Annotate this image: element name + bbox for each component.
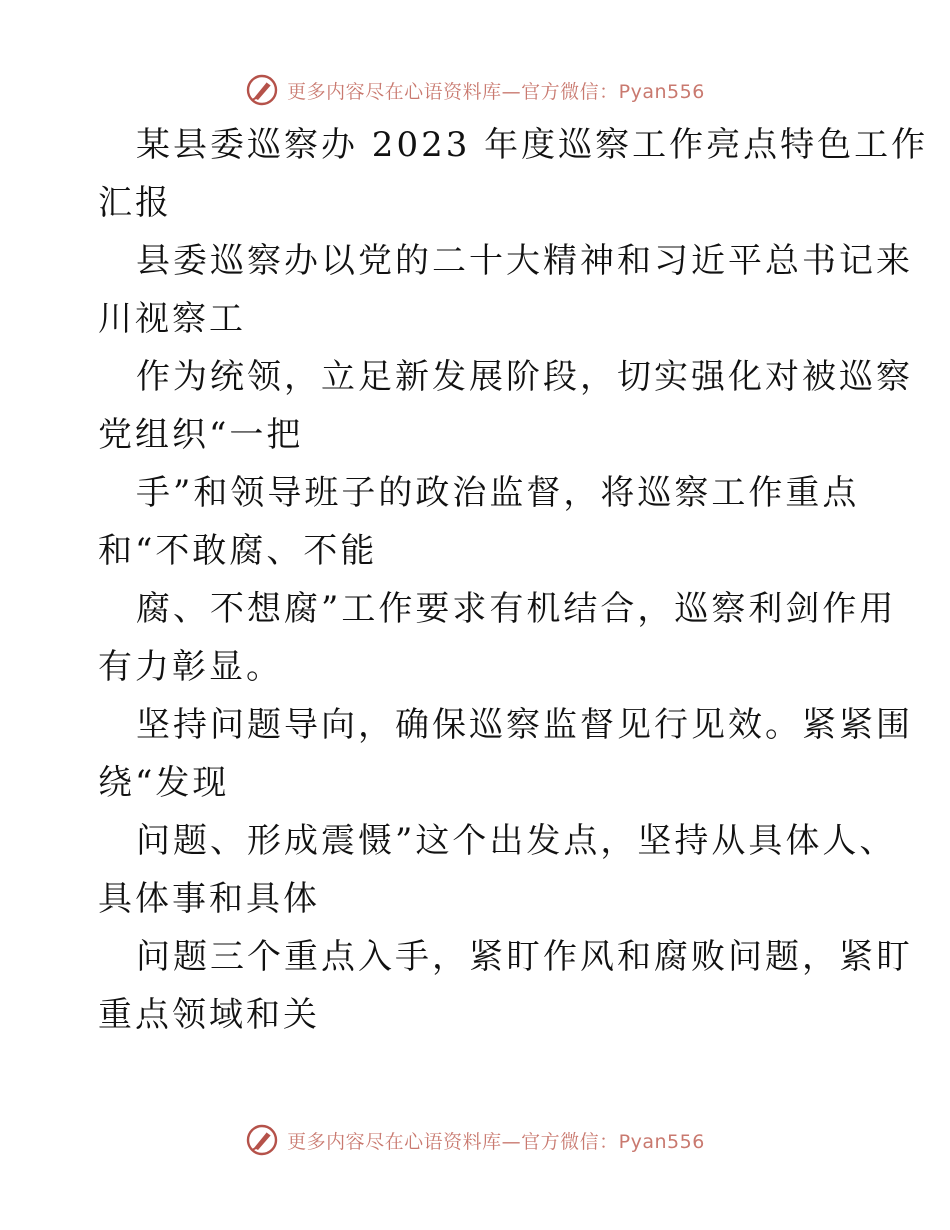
text-line: 作为统领，立足新发展阶段，切实强化对被巡察: [136, 357, 913, 397]
feather-pen-logo-icon: [245, 1123, 279, 1157]
watermark-text: 更多内容尽在心语资料库—官方微信：Pyan556: [287, 80, 705, 103]
text-line: 腐、不想腐”工作要求有机结合，巡察利剑作用: [136, 589, 897, 629]
document-body: [98, 116, 929, 1044]
feather-pen-logo-icon: [245, 73, 279, 107]
text-line: 重点领域和关: [98, 995, 320, 1035]
text-line: 问题三个重点入手，紧盯作风和腐败问题，紧盯: [136, 937, 913, 977]
text-line: 具体事和具体: [98, 879, 320, 919]
text-line: 汇报: [98, 183, 172, 223]
text-line: 有力彰显。: [98, 647, 283, 687]
text-line: 手”和领导班子的政治监督，将巡察工作重点: [136, 473, 860, 513]
text-line: 某县委巡察办 2023 年度巡察工作亮点特色工作: [136, 125, 929, 165]
watermark-header: [0, 72, 950, 108]
text-line: 坚持问题导向，确保巡察监督见行见效。紧紧围: [136, 705, 913, 745]
watermark-text: 更多内容尽在心语资料库—官方微信：Pyan556: [287, 1130, 705, 1153]
text-line: 问题、形成震慑”这个出发点，坚持从具体人、: [136, 821, 897, 861]
text-line: 川视察工: [98, 299, 246, 339]
text-line: 党组织“一把: [98, 415, 304, 455]
text-line: 和“不敢腐、不能: [98, 531, 378, 571]
text-line: 绕“发现: [98, 763, 230, 803]
text-line: 县委巡察办以党的二十大精神和习近平总书记来: [136, 241, 913, 281]
watermark-footer: [0, 1122, 950, 1158]
